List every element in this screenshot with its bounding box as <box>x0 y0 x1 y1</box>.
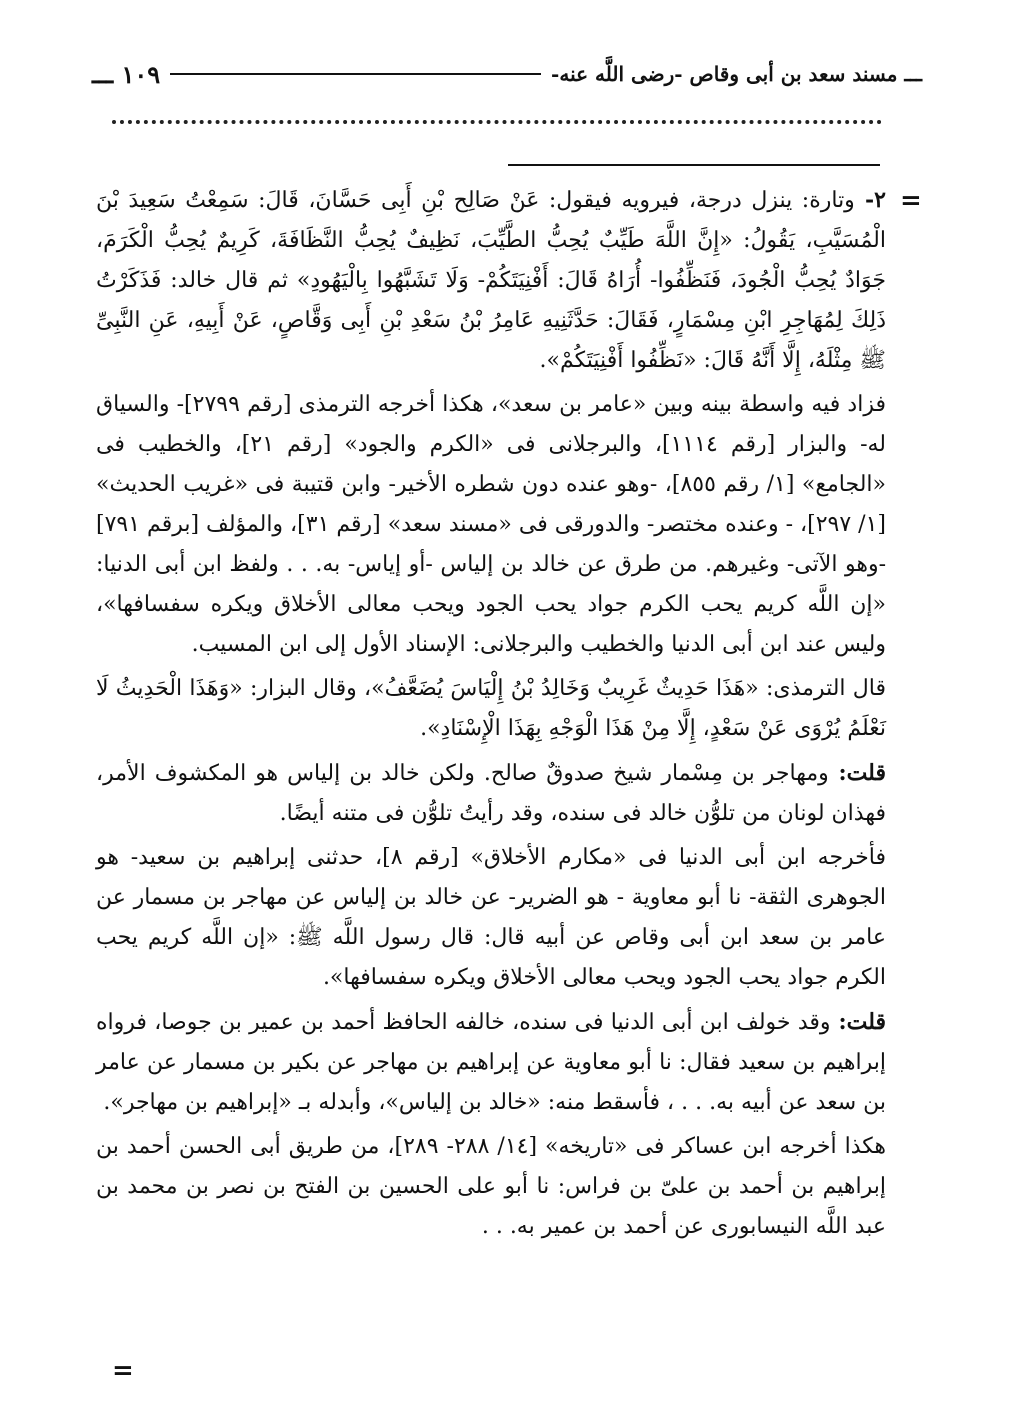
paragraph-6 <box>96 1002 886 1123</box>
paragraph-text: قال الترمذى: «هَذَا حَدِيثٌ غَرِيبٌ وَخَالِدُ بْنُ إِلْيَاسَ يُضَعَّفُ»، وقال البزار: «وَهَذَا الْحَدِيثُ لَا نَعْلَمُ يُرْوَى عَنْ سَعْدٍ، إِلَّا مِنْ هَذَا الْوَجْهِ بِهَذَا الْإِسْنَادِ». <box>96 676 886 741</box>
continuation-mark-end: = <box>112 1356 134 1386</box>
paragraph-text: ومهاجر بن مِسْمار شيخ صدوقٌ صالح. ولكن خالد بن إلياس هو المكشوف الأمر، فهذان لونان من تلوُّن خالد فى سنده، وقد رأيتُ تلوُّن فى متنه أيضًا. <box>96 761 886 826</box>
paragraph-5 <box>96 838 886 998</box>
paragraph-text: فأخرجه ابن أبى الدنيا فى «مكارم الأخلاق» [رقم ٨]، حدثنى إبراهيم بن سعيد- هو الجوهرى الثقة- نا أبو معاوية - هو الضرير- عن خالد بن إلياس عن مهاجر بن مسمار عن عامر بن سعد ابن أبى وقاص عن أبيه قال: قال رسول اللَّه ﷺ: «إن اللَّه كريم يحب الكرم جواد يحب الجود ويحب معالى الأخلاق ويكره سفسافها». <box>96 845 887 990</box>
footnote-body <box>96 180 886 1251</box>
paragraph-text: وقد خولف ابن أبى الدنيا فى سنده، خالفه الحافظ أحمد بن عمير بن جوصا، فرواه إبراهيم بن سعيد فقال: نا أبو معاوية عن إبراهيم بن مهاجر عن بكير بن مسمار عن عامر بن سعد عن أبيه به. . . ، فأسقط منه: «خالد بن إلياس»، وأبدله بـ «إبراهيم بن مهاجر». <box>96 1010 886 1115</box>
paragraph-1 <box>96 180 886 381</box>
page-header <box>92 54 922 94</box>
paragraph-text: هكذا أخرجه ابن عساكر فى «تاريخه» [١٤/ ٢٨٨- ٢٨٩]، من طريق أبى الحسن أحمد بن إبراهيم بن أحمد بن علىّ بن فراس: نا أبو على الحسين بن الفتح بن نصر بن محمد بن عبد اللَّه النيسابورى عن أحمد بن عمير به. . . <box>96 1134 887 1239</box>
running-title: ـــ مسند سعد بن أبى وقاص -رضى اللَّه عنه- <box>551 62 922 86</box>
paragraph-3 <box>96 669 886 749</box>
dotted-divider <box>112 120 882 124</box>
paragraph-text: فزاد فيه واسطة بينه وبين «عامر بن سعد»، هكذا أخرجه الترمذى [رقم ٢٧٩٩]- والسياق له- والبزار [رقم ١١١٤]، والبرجلانى فى «الكرم والجود» [رقم ٢١]، والخطيب فى «الجامع» [١/ رقم ٨٥٥]، -وهو عنده دون شطره الأخير- وابن قتيبة فى «غريب الحديث» [١/ ٢٩٧]، - وعنده مختصر- والدورقى فى «مسند سعد» [رقم ٣١]، والمؤلف [برقم ٧٩١] -وهو الآتى- وغيرهم. من طرق عن خالد بن إلياس -أو إياس- به. . . ولفظ ابن أبى الدنيا: «إن اللَّه كريم يحب الكرم جواد يحب الجود ويحب معالى الأخلاق ويكره سفسافها»، وليس عند ابن أبى الدنيا والخطيب والبرجلانى: الإسناد الأول إلى ابن المسيب. <box>96 392 887 657</box>
item-number: ٢- <box>854 187 886 213</box>
continuation-mark-start: = <box>900 186 922 216</box>
qultu-label: قلت: <box>830 1009 887 1035</box>
header-rule <box>170 73 541 75</box>
qultu-label: قلت: <box>828 760 886 786</box>
paragraph-7 <box>96 1127 886 1247</box>
page-number: ١٠٩ ـــ <box>92 59 161 89</box>
paragraph-text: وتارة: ينزل درجة، فيرويه فيقول: عَنْ صَالِح بْنِ أَبِى حَسَّانَ، قَالَ: سَمِعْتُ سَعِيدَ بْنَ الْمُسَيَّبِ، يَقُولُ: «إِنَّ اللَّهَ طَيِّبٌ يُحِبُّ الطَّيِّبَ، نَظِيفٌ يُحِبُّ النَّظَافَةَ، كَرِيمٌ يُحِبُّ الْكَرَمَ، جَوَادٌ يُحِبُّ الْجُودَ، فَنَظِّفُوا- أُرَاهُ قَالَ: أَفْنِيَتَكُمْ- وَلَا تَشَبَّهُوا بِالْيَهُودِ» ثم قال خالد: فَذَكَرْتُ ذَلِكَ لِمُهَاجِرِ ابْنِ مِسْمَارٍ، فَقَالَ: حَدَّثَنِيهِ عَامِرُ بْنُ سَعْدِ بْنِ أَبِى وَقَّاصٍ، عَنْ أَبِيهِ، عَنِ النَّبِىِّ ﷺ مِثْلَهُ، إِلَّا أَنَّهُ قَالَ: «نَظِّفُوا أَفْنِيَتَكُمْ». <box>96 188 886 373</box>
paragraph-2 <box>96 385 886 665</box>
paragraph-4 <box>96 753 886 834</box>
footnote-separator <box>508 164 880 166</box>
